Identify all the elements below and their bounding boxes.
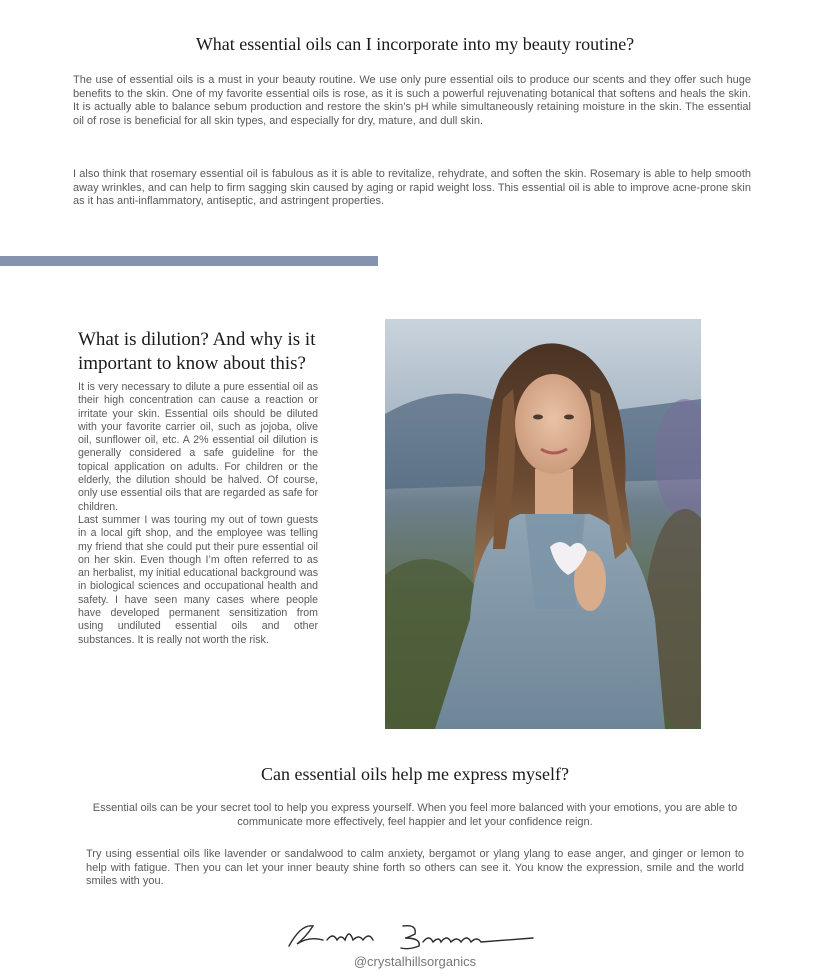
section2-title: What is dilution? And why is it important to know about this? — [78, 329, 316, 374]
section2-paragraph-2: Last summer I was touring my out of town guests in a local gift shop, and the employee was telling my friend that she could put their pure essential oil on her skin. Even though I’m often referred to as an herbalist, my initial educational background was in biological sciences and occupational health and safety. I have seen many cases where people have developed permanent sensitization from using undiluted essential oils and other substances. It is really not worth the risk. — [78, 513, 318, 646]
portrait-photo — [385, 319, 701, 729]
social-handle: @crystalhillsorganics — [353, 954, 477, 969]
section3-paragraph-2: Try using essential oils like lavender or sandalwood to calm anxiety, bergamot or ylang ylang to ease anger, and ginger or lemon to help with fatigue. Then you can let your inner beauty shine forth so others can see it. You know the expression, smile and the world smiles with you. — [86, 848, 744, 887]
section3-title: Can essential oils help me express myself? — [261, 764, 569, 784]
signature-andrea-barone — [283, 918, 547, 954]
section3-paragraph-1: Essential oils can be your secret tool to help you express yourself. When you feel more balanced with your emotions, you are able to communicate more effectively, feel happier and let your confidence reign. — [92, 802, 738, 828]
section1-title: What essential oils can I incorporate into my beauty routine? — [195, 34, 635, 54]
section1-paragraph-1: The use of essential oils is a must in your beauty routine. We use only pure essential oils to produce our scents and they offer such huge benefits to the skin. One of my favorite essential oils is rose, as it is such a powerful rejuvenating botanical that softens and heals the skin. It is actually able to balance sebum production and restore the skin’s pH while simultaneously retaining moisture in the skin. The essential oil of rose is beneficial for all skin types, and especially for dry, mature, and dull skin. — [73, 74, 751, 127]
section2-text — [78, 381, 318, 647]
section2-paragraph-1: It is very necessary to dilute a pure essential oil as their high concentration can cause a reaction or irritate your skin. Essential oils should be diluted with your favorite carrier oil, such as jojoba, olive oil, sunflower oil, etc. A 2% essential oil dilution is generally considered a safe guideline for the topical application on adults. For children or the elderly, the dilution should be halved. Of course, only use essential oils that are regarded as safe for children. — [78, 381, 318, 513]
section-divider-bar — [0, 256, 378, 266]
section1-paragraph-2: I also think that rosemary essential oil is fabulous as it is able to revitalize, rehydrate, and soften the skin. Rosemary is able to help smooth away wrinkles, and can help to firm sagging skin caused by aging or rapid weight loss. This essential oil is able to improve acne-prone skin as it has anti-inflammatory, antiseptic, and astringent properties. — [73, 168, 751, 207]
